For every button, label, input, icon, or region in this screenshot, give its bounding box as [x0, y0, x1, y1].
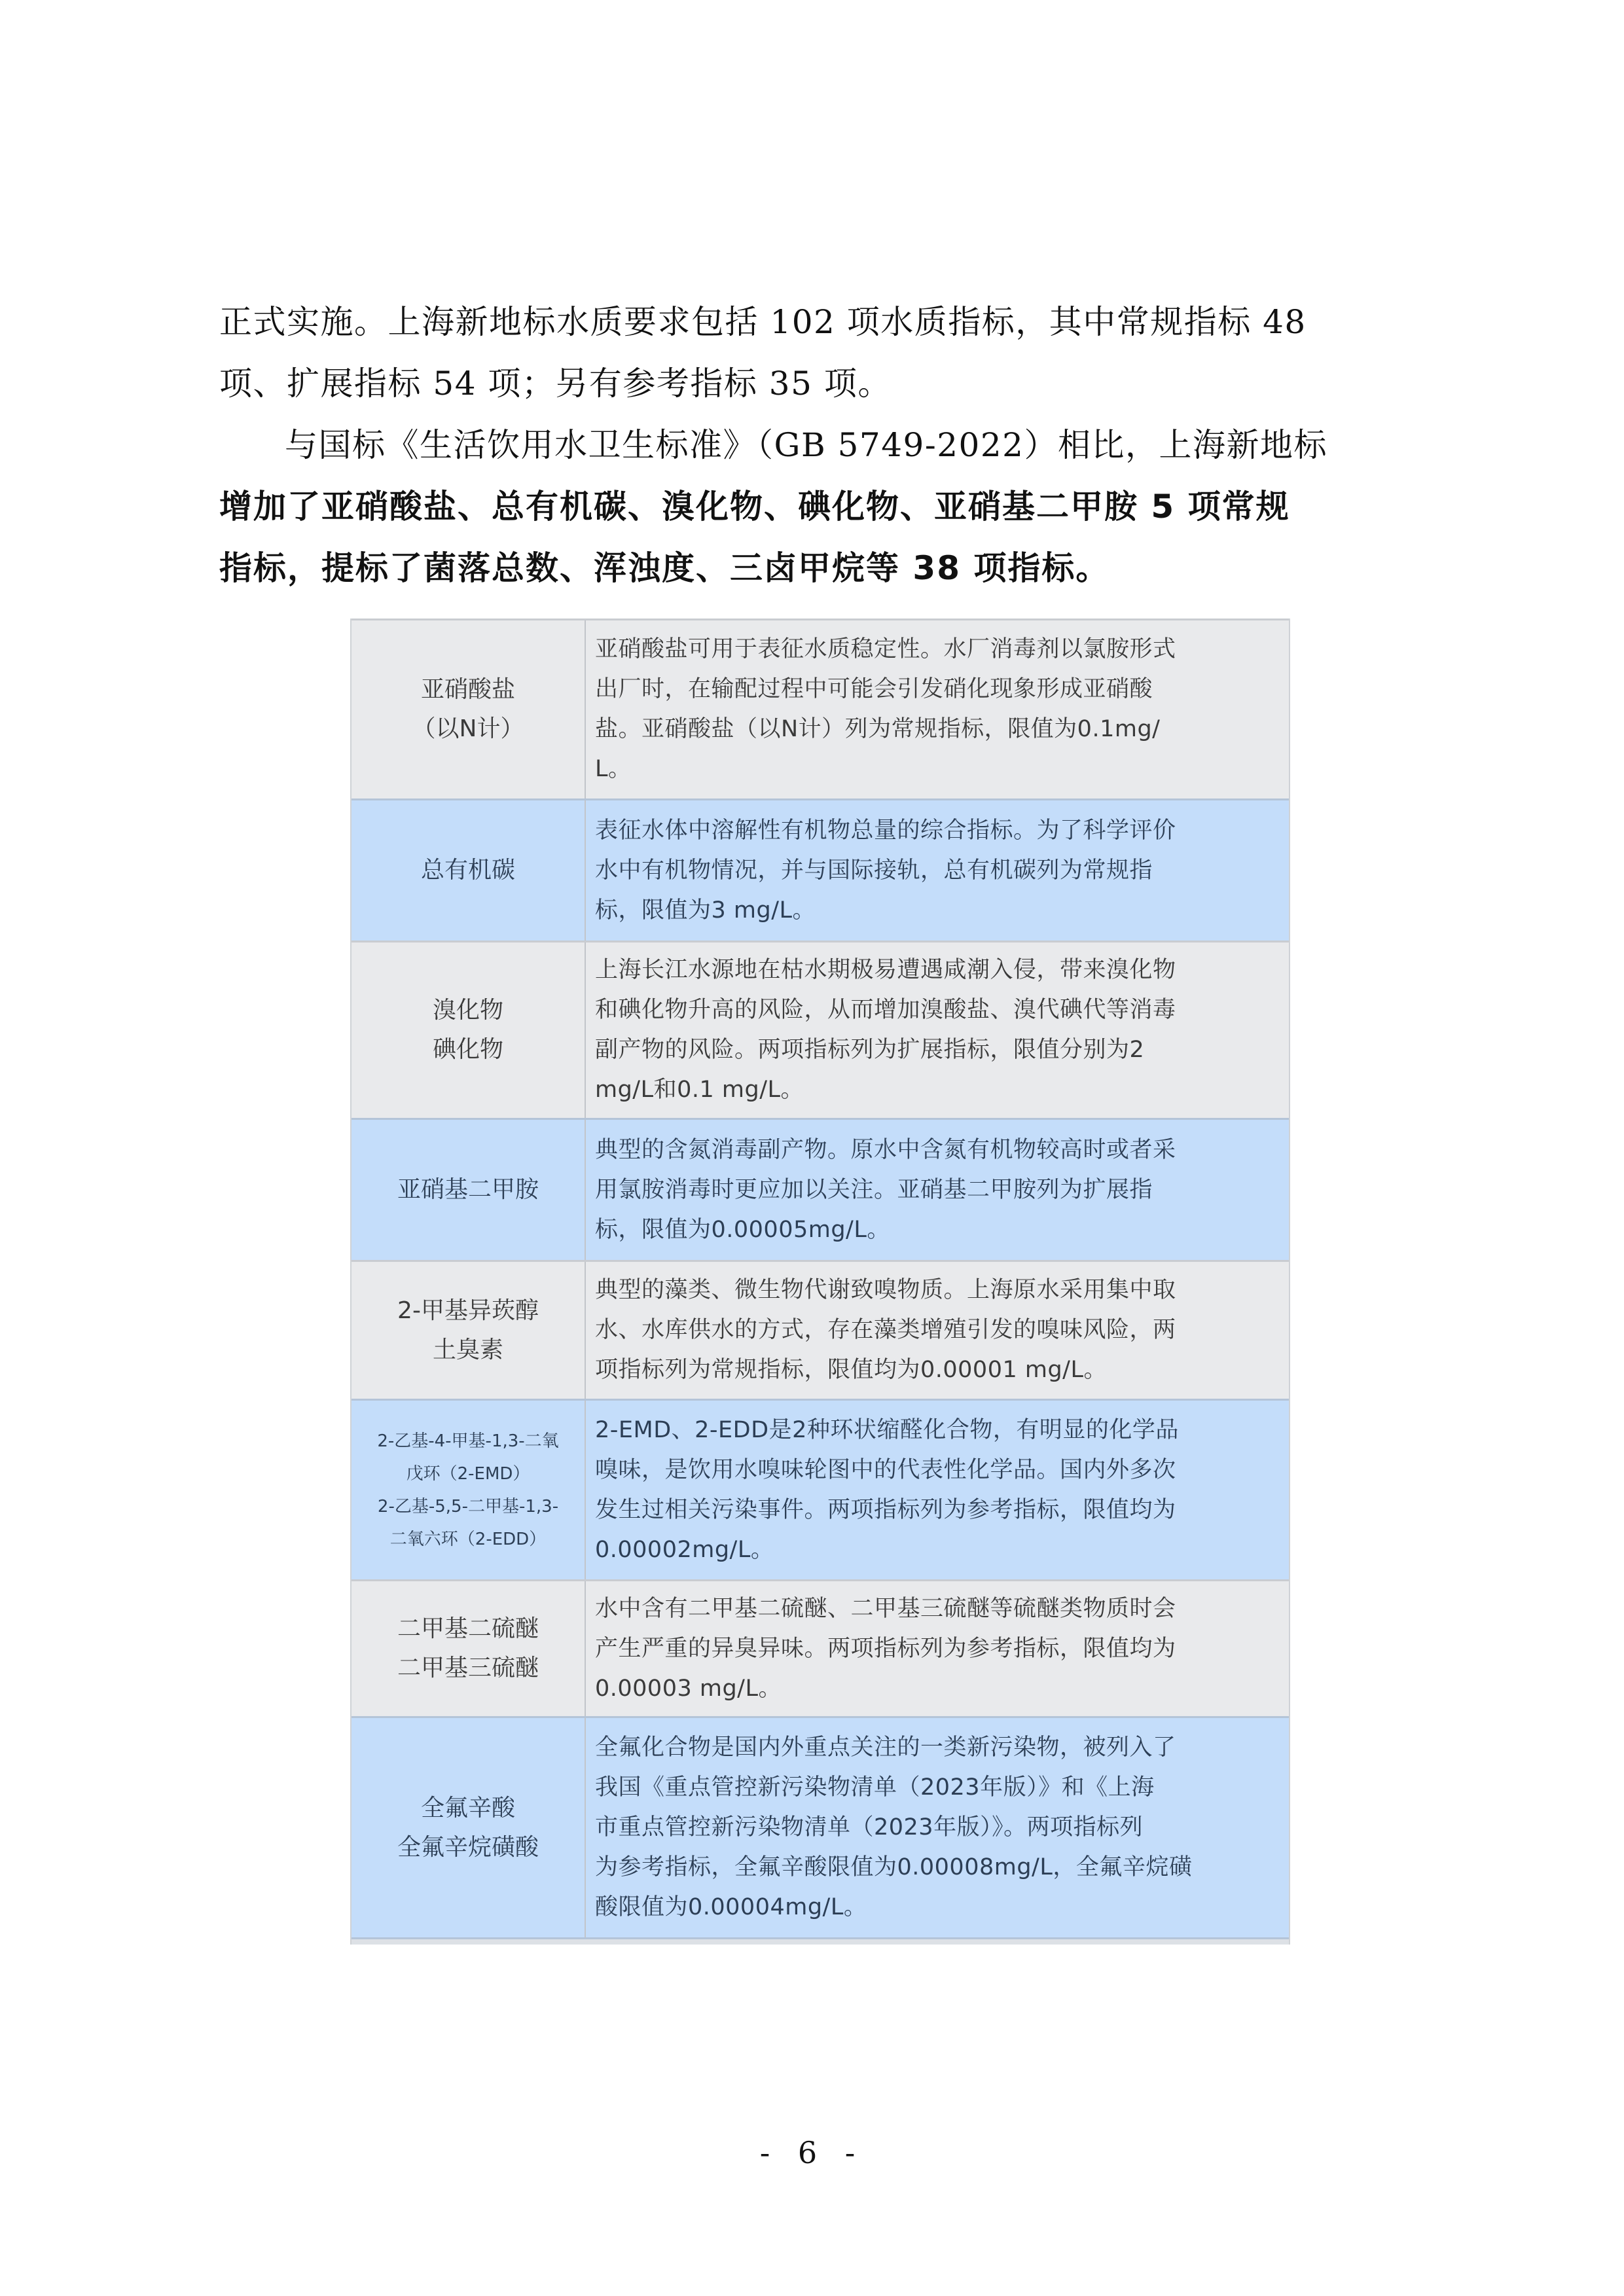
description-line: 我国《重点管控新污染物清单（2023年版）》和《上海	[595, 1774, 1155, 1801]
indicator-name: 戊环（2-EMD）	[406, 1463, 530, 1484]
indicator-name: 土臭素	[432, 1336, 503, 1363]
page-number: - 6 -	[759, 2135, 865, 2170]
indicator-name: 全氟辛烷磺酸	[397, 1833, 539, 1861]
indicator-name-cell	[352, 942, 586, 1118]
indicator-name-cell	[352, 800, 586, 941]
description-line: 和碘化物升高的风险，从而增加溴酸盐、溴代碘代等消毒	[595, 997, 1176, 1023]
description-line: 用氯胺消毒时更应加以关注。亚硝基二甲胺列为扩展指	[595, 1176, 1153, 1203]
indicator-name: 亚硝酸盐	[420, 676, 515, 703]
indicator-description-cell	[586, 1120, 1289, 1260]
indicator-description-cell	[586, 1262, 1289, 1399]
description-line: 亚硝酸盐可用于表征水质稳定性。水厂消毒剂以氯胺形式	[595, 636, 1176, 662]
description-line: 2-EMD、2-EDD是2种环状缩醛化合物，有明显的化学品	[595, 1416, 1179, 1443]
paragraph-line-bold: 指标，提标了菌落总数、浑浊度、三卤甲烷等 38 项指标。	[219, 549, 1110, 587]
table-row	[352, 941, 1289, 1118]
paragraph-line: 项、扩展指标 54 项；另有参考指标 35 项。	[219, 365, 892, 403]
paragraph-comparison	[219, 414, 1424, 599]
table-row	[352, 1260, 1289, 1399]
paragraph-line: 正式实施。上海新地标水质要求包括 102 项水质指标，其中常规指标 48	[219, 303, 1307, 341]
description-line: 发生过相关污染事件。两项指标列为参考指标，限值均为	[595, 1496, 1176, 1523]
indicator-name: 溴化物	[432, 997, 503, 1024]
table-row	[352, 1399, 1289, 1579]
indicator-name-cell	[352, 1581, 586, 1716]
indicator-name: 二氧六环（2-EDD）	[389, 1529, 547, 1549]
indicator-name: 二甲基二硫醚	[397, 1615, 539, 1642]
description-line: mg/L和0.1 mg/L。	[595, 1077, 804, 1103]
indicator-name-cell	[352, 1401, 586, 1579]
indicator-name: 全氟辛酸	[420, 1794, 515, 1821]
description-line: 副产物的风险。两项指标列为扩展指标，限值分别为2	[595, 1037, 1145, 1063]
description-line: L。	[595, 756, 632, 782]
indicator-description-cell	[586, 1401, 1289, 1579]
indicator-description-cell	[586, 620, 1289, 798]
description-line: 水中含有二甲基二硫醚、二甲基三硫醚等硫醚类物质时会	[595, 1595, 1176, 1622]
description-line: 标，限值为0.00005mg/L。	[595, 1216, 890, 1243]
description-line: 水、水库供水的方式，存在藻类增殖引发的嗅味风险，两	[595, 1317, 1176, 1343]
description-line: 盐。亚硝酸盐（以N计）列为常规指标，限值为0.1mg/	[595, 716, 1161, 742]
paragraph-implementation	[219, 291, 1424, 414]
indicator-name: 2-甲基异莰醇	[397, 1297, 539, 1324]
paragraph-line: 与国标《生活饮用水卫生标准》（GB 5749-2022）相比，上海新地标	[285, 426, 1327, 464]
description-line: 典型的含氮消毒副产物。原水中含氮有机物较高时或者采	[595, 1136, 1176, 1163]
indicator-name: 二甲基三硫醚	[397, 1655, 539, 1681]
indicator-name: 总有机碳	[420, 857, 515, 884]
description-line: 上海长江水源地在枯水期极易遭遇咸潮入侵，带来溴化物	[595, 957, 1176, 983]
description-line: 为参考指标，全氟辛酸限值为0.00008mg/L，全氟辛烷磺	[595, 1854, 1193, 1880]
description-line: 水中有机物情况，并与国际接轨，总有机碳列为常规指	[595, 857, 1153, 884]
table-row	[352, 1716, 1289, 1937]
description-line: 0.00002mg/L。	[595, 1536, 774, 1563]
indicator-name-cell	[352, 1120, 586, 1260]
indicator-table	[350, 619, 1290, 1945]
description-line: 典型的藻类、微生物代谢致嗅物质。上海原水采用集中取	[595, 1277, 1176, 1303]
table-row	[352, 1579, 1289, 1716]
indicator-name-cell	[352, 1718, 586, 1937]
indicator-name-cell	[352, 1262, 586, 1399]
indicator-name: 亚硝基二甲胺	[397, 1176, 539, 1203]
indicator-description-cell	[586, 1581, 1289, 1716]
indicator-name: 碘化物	[432, 1036, 503, 1063]
indicator-name: 2-乙基-5,5-二甲基-1,3-	[377, 1496, 559, 1516]
description-line: 表征水体中溶解性有机物总量的综合指标。为了科学评价	[595, 817, 1176, 844]
description-line: 标，限值为3 mg/L。	[595, 897, 816, 924]
table-row	[352, 798, 1289, 941]
description-line: 嗅味，是饮用水嗅味轮图中的代表性化学品。国内外多次	[595, 1456, 1176, 1483]
paragraph-line-bold: 增加了亚硝酸盐、总有机碳、溴化物、碘化物、亚硝基二甲胺 5 项常规	[219, 488, 1290, 526]
description-line: 出厂时，在输配过程中可能会引发硝化现象形成亚硝酸	[595, 676, 1153, 702]
description-line: 项指标列为常规指标，限值均为0.00001 mg/L。	[595, 1357, 1107, 1383]
indicator-name: 2-乙基-4-甲基-1,3-二氧	[377, 1431, 559, 1451]
indicator-description-cell	[586, 800, 1289, 941]
description-line: 产生严重的异臭异味。两项指标列为参考指标，限值均为	[595, 1635, 1176, 1662]
description-line: 市重点管控新污染物清单（2023年版）》。两项指标列	[595, 1814, 1144, 1840]
description-line: 全氟化合物是国内外重点关注的一类新污染物，被列入了	[595, 1734, 1176, 1761]
indicator-description-cell	[586, 942, 1289, 1118]
table-row	[352, 1118, 1289, 1260]
table-row	[352, 619, 1289, 798]
description-line: 0.00003 mg/L。	[595, 1675, 782, 1702]
description-line: 酸限值为0.00004mg/L。	[595, 1894, 867, 1920]
indicator-description-cell	[586, 1718, 1289, 1937]
table-bottom-edge	[352, 1937, 1289, 1945]
indicator-name-cell	[352, 620, 586, 798]
indicator-name: （以N计）	[412, 715, 524, 742]
